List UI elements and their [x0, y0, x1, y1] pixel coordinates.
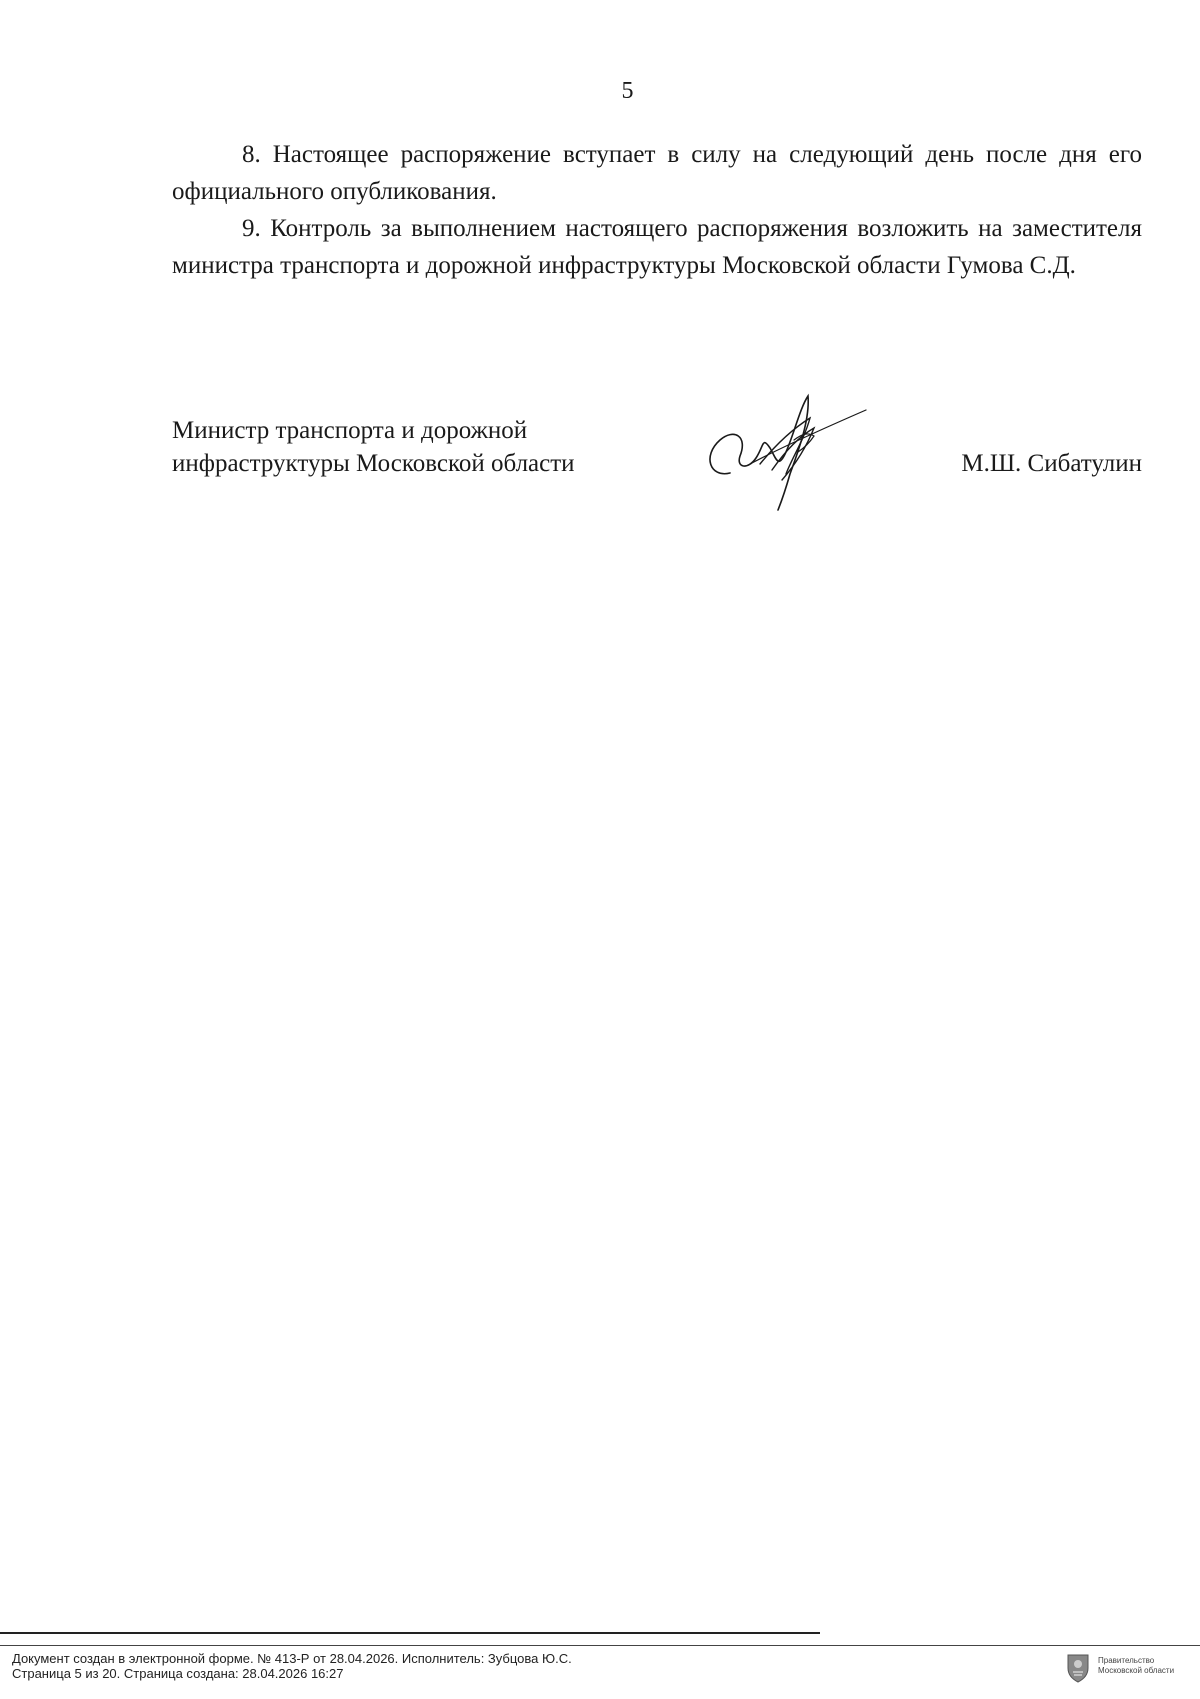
footer-divider-thick: [0, 1632, 820, 1634]
gov-label: [1098, 1656, 1174, 1676]
paragraph-8: 8. Настоящее распоряжение вступает в силу на следующий день после дня его официального опубликования.: [172, 141, 1142, 205]
footer-divider-thin: [0, 1645, 1200, 1646]
coat-of-arms-icon: [1064, 1652, 1092, 1684]
signer-title: [172, 414, 672, 480]
gov-label-line-1: Правительство: [1098, 1656, 1155, 1665]
signer-title-line-1: Министр транспорта и дорожной: [172, 417, 528, 444]
signature-icon: [690, 378, 870, 518]
document-body: [172, 136, 1142, 284]
paragraph-9: 9. Контроль за выполнением настоящего распоряжения возложить на заместителя министра транспорта и дорожной инфраструктуры Московской области Гумова С.Д.: [172, 215, 1142, 279]
signer-title-line-2: инфраструктуры Московской области: [172, 450, 575, 477]
page-number: 5: [621, 78, 634, 104]
footer-meta-line-1: Документ создан в электронной форме. № 413-Р от 28.04.2026. Исполнитель: Зубцова Ю.С.: [12, 1651, 572, 1666]
footer-meta: [12, 1651, 572, 1681]
signer-name: М.Ш. Сибатулин: [961, 450, 1142, 477]
gov-label-line-2: Московской области: [1098, 1666, 1175, 1675]
footer-meta-line-2: Страница 5 из 20. Страница создана: 28.04.2026 16:27: [12, 1666, 344, 1681]
signature-block: [172, 414, 1142, 504]
